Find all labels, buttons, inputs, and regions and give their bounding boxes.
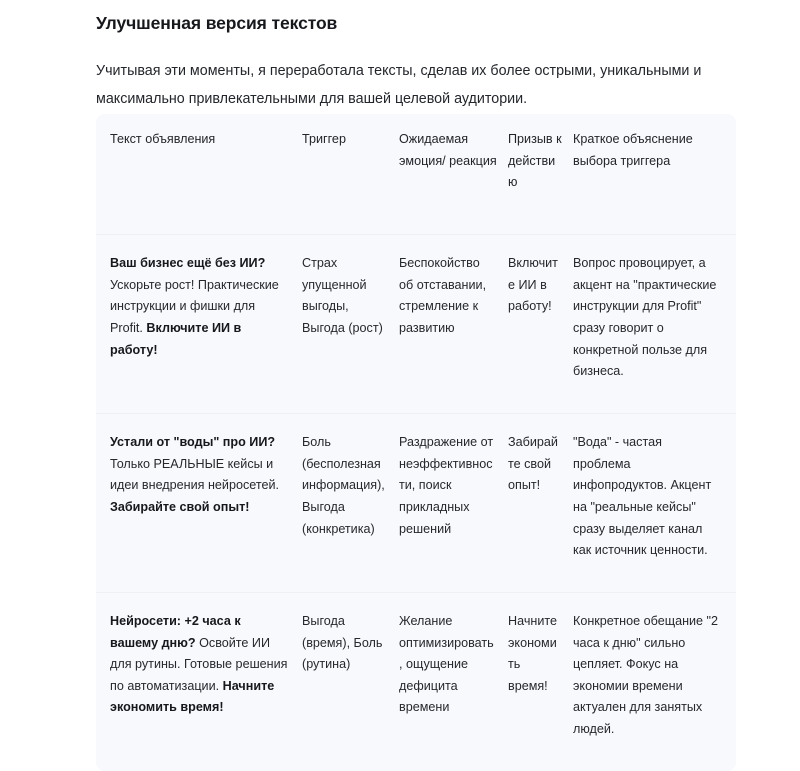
table-row [96,234,736,413]
column-header-cta: Призыв к действию [508,114,573,234]
table-body [96,234,736,770]
table-row [96,413,736,592]
ad-text-plain-run: Только РЕАЛЬНЫЕ кейсы и идеи внедрения нейросетей. [110,456,280,493]
cell-emotion: Желание оптимизировать, ощущение дефицита времени [399,592,508,770]
cell-ad-text [96,413,302,592]
ad-text-plain-run: Ускорьте рост! Практические инструкции и фишки для Profit. [110,277,279,335]
cell-cta: Включите ИИ в работу! [508,234,573,413]
intro-paragraph: Учитывая эти моменты, я переработала тексты, сделав их более острыми, уникальными и максимально привлекательными для вашей целевой аудитории. [96,62,702,107]
cell-cta: Начните экономить время! [508,592,573,770]
ad-text-bold-run: Устали от "воды" про ИИ? [110,434,276,449]
table-header-row [96,114,736,234]
article-content [96,0,736,113]
ad-text-bold-run: Включите ИИ в работу! [110,320,242,357]
column-header-explanation: Краткое объяснение выбора триггера [573,114,736,234]
cell-emotion: Беспокойство об отставании, стремление к развитию [399,234,508,413]
page-title: Улучшенная версия текстов [96,13,338,33]
column-header-ad-text: Текст объявления [96,114,302,234]
cell-trigger: Боль (бесполезная информация), Выгода (конкретика) [302,413,399,592]
table-header [96,114,736,234]
cell-explanation: Конкретное обещание "2 часа к дню" сильно цепляет. Фокус на экономии времени актуален для занятых людей. [573,592,736,770]
ad-text-bold-run: Нейросети: +2 часа к вашему дню? [110,613,241,650]
column-header-trigger: Триггер [302,114,399,234]
cell-emotion: Раздражение от неэффективности, поиск прикладных решений [399,413,508,592]
cell-ad-text [96,592,302,770]
cell-explanation: Вопрос провоцирует, а акцент на "практические инструкции для Profit" сразу говорит о конкретной пользе для бизнеса. [573,234,736,413]
ad-copy-table [96,114,736,771]
ad-text-plain-run: Освойте ИИ для рутины. Готовые решения по автоматизации. [110,635,288,693]
cell-ad-text [96,234,302,413]
cell-explanation: "Вода" - частая проблема инфопродуктов. Акцент на "реальные кейсы" сразу выделяет канал как источник ценности. [573,413,736,592]
cell-cta: Забирайте свой опыт! [508,413,573,592]
ad-text-bold-run: Ваш бизнес ещё без ИИ? [110,255,266,270]
ad-text-bold-run: Начните экономить время! [110,678,275,715]
ad-text-bold-run: Забирайте свой опыт! [110,499,250,514]
table-row [96,592,736,770]
cell-trigger: Страх упущенной выгоды, Выгода (рост) [302,234,399,413]
cell-trigger: Выгода (время), Боль (рутина) [302,592,399,770]
ad-copy-table-container [96,114,736,771]
column-header-emotion: Ожидаемая эмоция/ реакция [399,114,508,234]
